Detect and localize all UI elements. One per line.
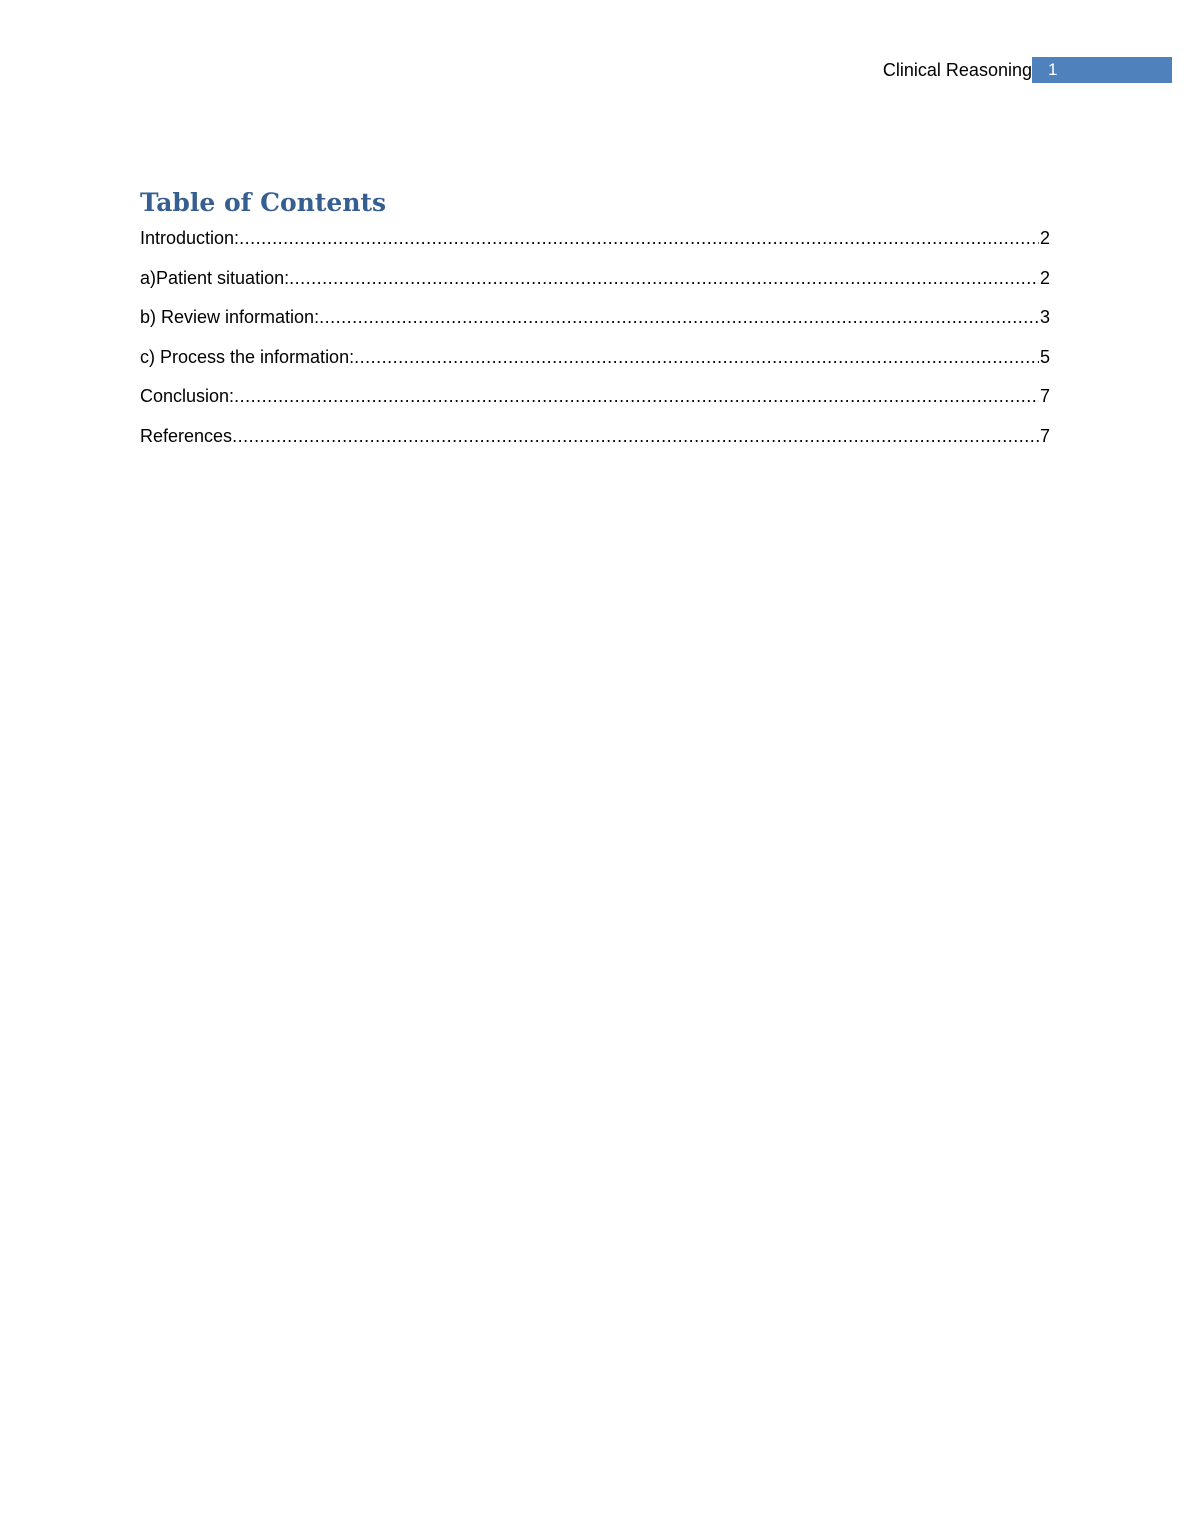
toc-heading: Table of Contents [140,188,387,217]
toc-entry-page: 2 [1039,228,1050,248]
toc-entry-review-information[interactable] [140,305,1050,329]
header-title: Clinical Reasoning [882,60,1032,80]
toc-entry-label: c) Process the information: [140,346,355,367]
toc-entry-patient-situation[interactable] [140,266,1050,290]
toc-entry-label: Conclusion: [140,386,235,407]
toc-entry-process-information[interactable] [140,345,1050,369]
toc-dot-leader [354,345,1039,369]
toc-entry-page: 2 [1039,267,1050,288]
toc-entry-page: 7 [1039,425,1050,446]
toc-dot-leader [234,384,1039,408]
toc-entry-references[interactable] [140,424,1050,448]
toc-entry-conclusion[interactable] [140,384,1050,408]
page-header [883,57,1172,83]
toc-entry-introduction[interactable] [140,226,1050,250]
toc-entry-label: b) Review information: [140,307,320,328]
toc-entry-label: Introduction: [140,228,240,248]
toc-dot-leader [319,305,1039,329]
toc-dot-leader [289,266,1039,290]
toc-entry-label: References [140,425,233,446]
toc-dot-leader [232,424,1039,448]
toc-entry-page: 3 [1039,307,1050,328]
toc-entry-page: 5 [1039,346,1050,367]
toc-dot-leader [239,226,1039,250]
page-number-badge: 1 [1032,57,1172,83]
table-of-contents [140,184,1050,464]
toc-entry-page: 7 [1039,386,1050,407]
toc-entry-label: a)Patient situation: [140,267,290,288]
